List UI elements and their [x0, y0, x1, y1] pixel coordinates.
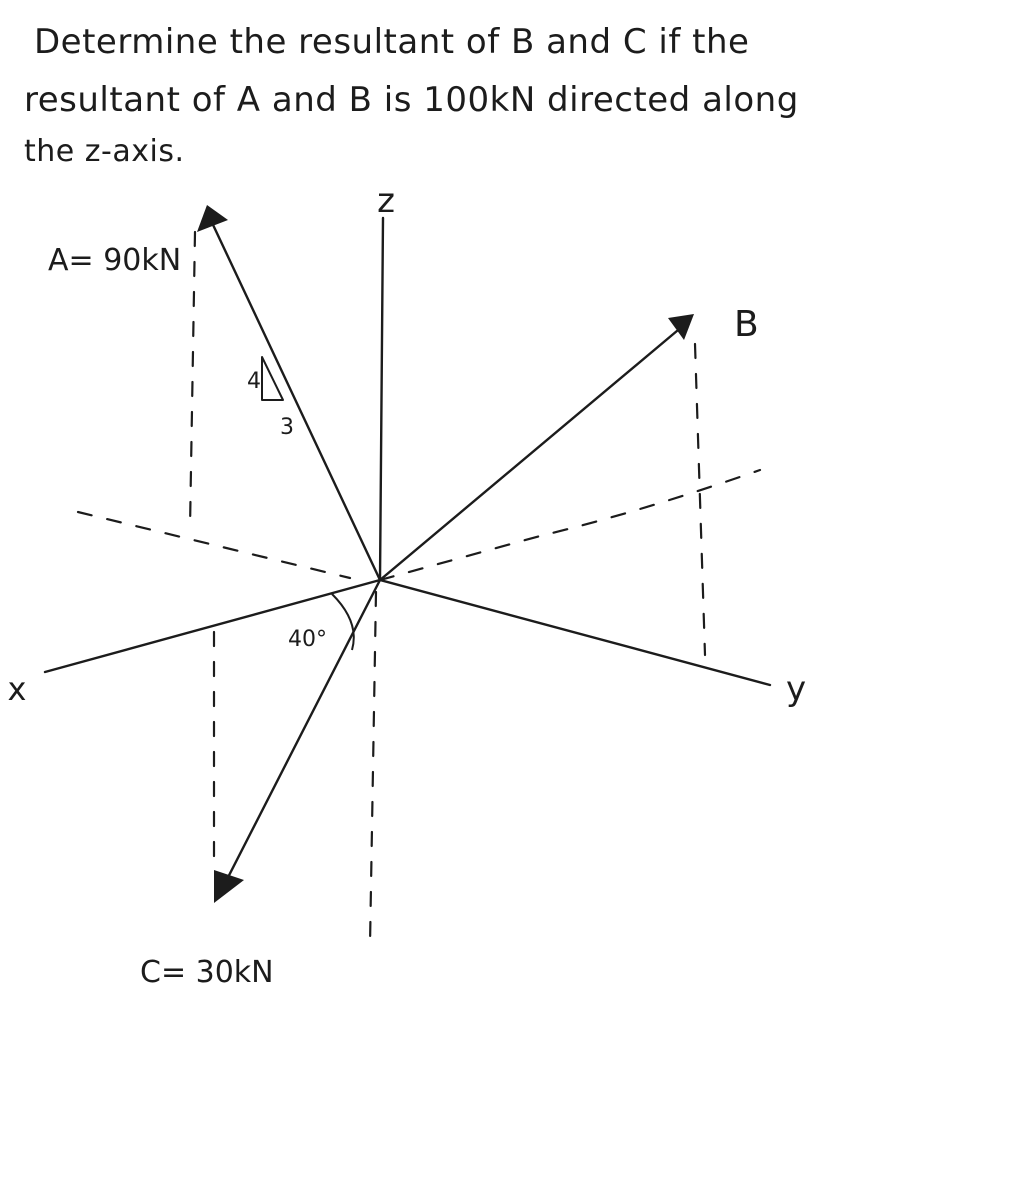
b-projection-vertical [695, 344, 705, 655]
force-c-label: C= 30kN [140, 955, 274, 990]
a-projection-vertical [190, 232, 195, 528]
force-a-slope-run: 3 [280, 415, 294, 440]
force-a-slope-triangle [262, 357, 283, 400]
force-a-label: A= 90kN [48, 243, 182, 278]
force-b-label: B [734, 304, 759, 345]
angle-40-arc [332, 594, 354, 650]
z-axis-line [380, 218, 383, 580]
force-c-angle-label: 40° [288, 627, 327, 652]
y-axis-label: y [785, 669, 807, 709]
z-axis-label: z [377, 181, 395, 221]
force-b-vector [380, 320, 690, 580]
a-projection-horizontal [78, 512, 350, 578]
force-a-slope-rise: 4 [247, 369, 261, 394]
z-axis-negative-dashed [370, 592, 376, 945]
force-a-vector [207, 212, 380, 580]
problem-statement-line-1: Determine the resultant of B and C if the [34, 22, 750, 62]
force-a-arrowhead [197, 205, 228, 232]
x-axis-label: x [7, 670, 27, 708]
y-axis-line [380, 580, 770, 685]
x-axis-line [45, 580, 380, 672]
problem-statement-line-3: the z-axis. [24, 134, 185, 169]
problem-statement-line-2: resultant of A and B is 100kN directed along [24, 80, 799, 120]
